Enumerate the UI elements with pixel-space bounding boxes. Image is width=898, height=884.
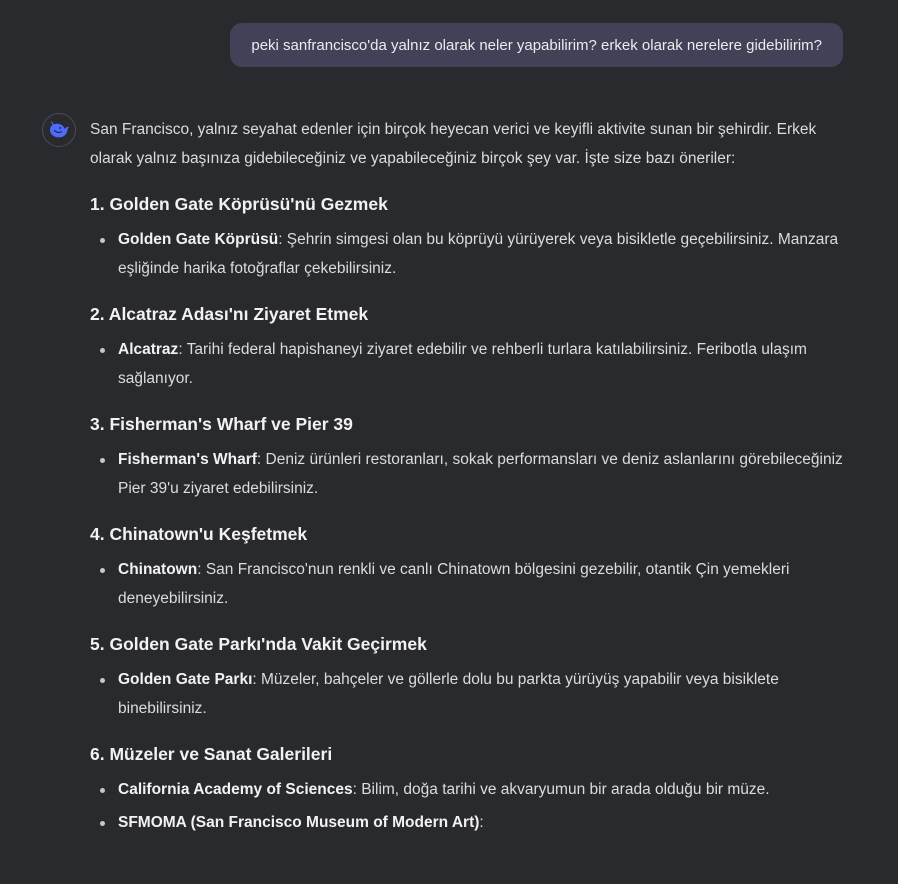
section-list [90,445,850,503]
list-item [118,445,850,503]
section-list [90,225,850,283]
section-list [90,555,850,613]
list-item-title: SFMOMA (San Francisco Museum of Modern Art) [118,814,480,831]
list-item [118,665,850,723]
list-item-text: : San Francisco'nun renkli ve canlı Chinatown bölgesini gezebilir, otantik Çin yemekleri deneyebilirsiniz. [118,561,790,607]
section-heading-museums: 6. Müzeler ve Sanat Galerileri [90,744,333,764]
list-item [118,555,850,613]
response-intro: San Francisco, yalnız seyahat edenler için birçok heyecan verici ve keyifli aktivite sunan bir şehirdir. Erkek olarak yalnız başınıza gidebileceğiniz ve yapabileceğiniz birçok şey var. İşte size bazı öneriler: [90,121,817,167]
whale-logo-icon [48,121,70,139]
section-list [90,665,850,723]
list-item-text: : Şehrin simgesi olan bu köprüyü yürüyerek veya bisikletle geçebilirsiniz. Manzara eşliğinde harika fotoğraflar çekebilirsiniz. [118,231,839,277]
list-item-title: Fisherman's Wharf [118,451,257,468]
list-item [118,225,850,283]
section-heading-alcatraz: 2. Alcatraz Adası'nı Ziyaret Etmek [90,304,369,324]
user-message-bubble [230,23,843,67]
assistant-response [90,115,850,841]
section-list [90,775,850,837]
list-item-title: Chinatown [118,561,198,578]
list-item [118,335,850,393]
list-item [118,808,850,837]
list-item-title: Golden Gate Köprüsü [118,231,279,248]
list-item-title: Golden Gate Parkı [118,671,253,688]
section-heading-golden-gate-park: 5. Golden Gate Parkı'nda Vakit Geçirmek [90,634,427,654]
list-item-title: Alcatraz [118,341,179,358]
section-list [90,335,850,393]
list-item-text: : Deniz ürünleri restoranları, sokak performansları ve deniz aslanlarını görebileceğiniz Pier 39'u ziyaret edebilirsiniz. [118,451,843,497]
list-item-title: California Academy of Sciences [118,781,353,798]
list-item-text: : Tarihi federal hapishaneyi ziyaret edebilir ve rehberli turlara katılabilirsiniz. Feribotla ulaşım sağlanıyor. [118,341,807,387]
assistant-avatar [42,113,76,147]
section-heading-golden-gate-bridge: 1. Golden Gate Köprüsü'nü Gezmek [90,194,388,214]
list-item-text: : Müzeler, bahçeler ve göllerle dolu bu parkta yürüyüş yapabilir veya bisiklete binebilirsiniz. [118,671,779,717]
list-item-text: : Bilim, doğa tarihi ve akvaryumun bir arada olduğu bir müze. [352,781,770,798]
list-item-text: : [479,814,484,831]
section-heading-chinatown: 4. Chinatown'u Keşfetmek [90,524,308,544]
user-message-text: peki sanfrancisco'da yalnız olarak neler yapabilirim? erkek olarak nerelere gidebilirim? [251,36,822,54]
list-item [118,775,850,804]
section-heading-fishermans-wharf: 3. Fisherman's Wharf ve Pier 39 [90,414,353,434]
